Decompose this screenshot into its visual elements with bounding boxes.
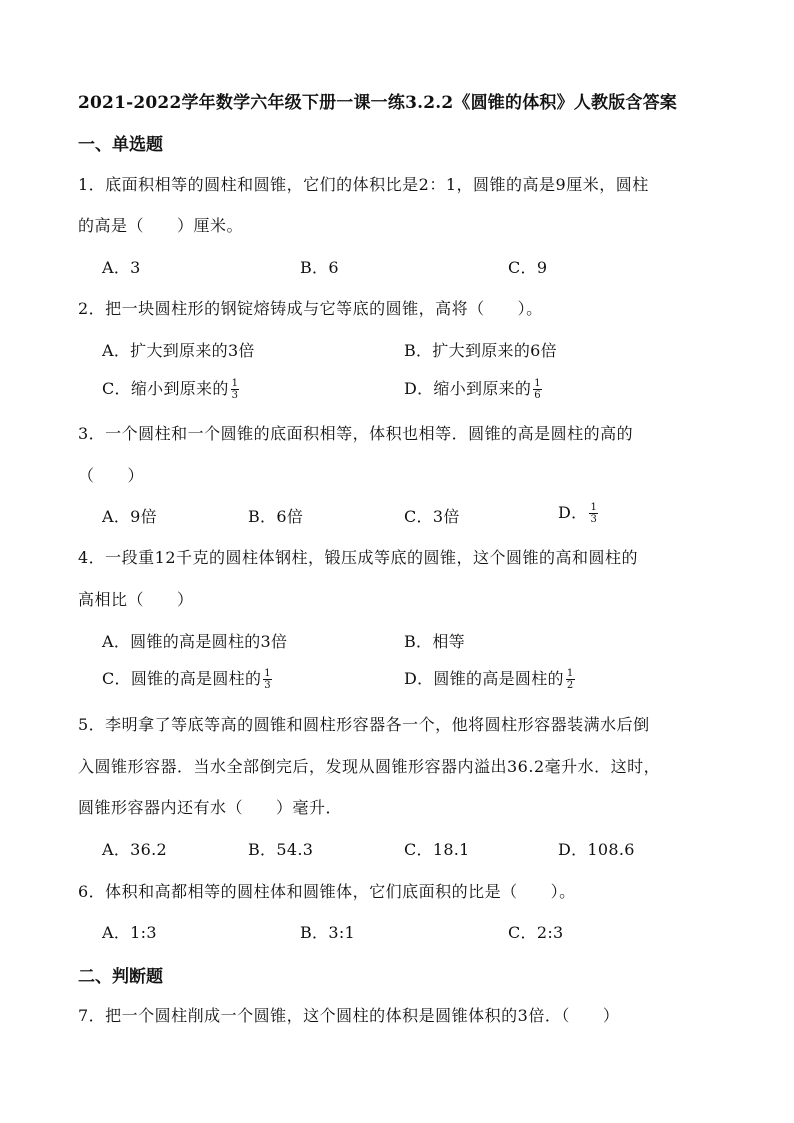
section-heading-single-choice: 一、单选题 [78,135,163,155]
question-7-line-1: 7．把一个圆柱削成一个圆锥，这个圆柱的体积是圆锥体积的3倍．（ ） [78,1006,620,1025]
fraction-numerator: 1 [534,378,541,389]
fraction-denominator: 3 [231,390,239,401]
fraction-one-third [231,378,240,401]
question-1-option-c: C．9 [508,258,548,277]
question-4-option-a: A．圆锥的高是圆柱的3倍 [102,632,288,651]
section-heading-true-false: 二、判断题 [78,967,163,987]
question-5-line-1: 5．李明拿了等底等高的圆锥和圆柱形容器各一个，他将圆柱形容器装满水后倒 [78,715,650,734]
question-6-option-c: C．2:3 [508,923,564,942]
question-3-option-d [558,500,598,525]
fraction-denominator: 3 [590,514,598,525]
question-1-line-2: 的高是（ ）厘米。 [78,216,244,235]
fraction-denominator: 2 [566,680,574,691]
question-1-option-b: B．6 [300,258,339,277]
question-5-option-b: B．54.3 [248,840,314,859]
question-2-line-1: 2．把一块圆柱形的钢锭熔铸成与它等底的圆锥，高将（ ）。 [78,299,543,318]
question-2-option-b: B．扩大到原来的6倍 [404,341,557,360]
question-4-line-1: 4．一段重12千克的圆柱体钢柱，锻压成等底的圆锥，这个圆锥的高和圆柱的 [78,548,639,567]
fraction-numerator: 1 [566,668,574,679]
question-6-option-b: B．3:1 [300,923,356,942]
question-4-option-d [404,666,575,691]
question-6-line-1: 6．体积和高都相等的圆柱体和圆锥体，它们底面积的比是（ ）。 [78,882,576,901]
document-title: 2021-2022学年数学六年级下册一课一练3.2.2《圆锥的体积》人教版含答案 [78,93,678,113]
fraction-one-half [566,668,575,691]
question-3-option-b: B．6倍 [248,507,304,526]
question-3-option-a: A．9倍 [102,507,157,526]
fraction-one-third [589,502,598,525]
question-2-option-d [404,376,542,401]
question-2-option-a: A．扩大到原来的3倍 [102,341,255,360]
fraction-one-sixth [533,378,542,401]
question-4-option-c-text: C．圆锥的高是圆柱的 [102,669,262,688]
fraction-numerator: 1 [231,378,239,389]
question-3-line-1: 3．一个圆柱和一个圆锥的底面积相等，体积也相等．圆锥的高是圆柱的高的 [78,424,634,443]
question-4-option-c [102,666,272,691]
question-5-option-a: A．36.2 [102,840,167,859]
fraction-numerator: 1 [590,502,598,513]
question-5-line-2: 入圆锥形容器．当水全部倒完后，发现从圆锥形容器内溢出36.2毫升水．这时， [78,757,661,776]
question-3-option-c: C．3倍 [404,507,460,526]
question-4-line-2: 高相比（ ） [78,590,194,609]
question-2-option-c-text: C．缩小到原来的 [102,379,229,398]
question-1-option-a: A．3 [102,258,141,277]
question-5-line-3: 圆锥形容器内还有水（ ）毫升． [78,798,343,817]
question-5-option-c: C．18.1 [404,840,470,859]
fraction-denominator: 3 [264,680,271,691]
question-2-option-c [102,376,239,401]
question-3-line-2: （ ） [78,466,145,485]
question-3-option-d-text: D． [558,503,588,522]
question-4-option-b: B．相等 [404,632,465,651]
fraction-one-third [263,668,272,691]
fraction-numerator: 1 [264,668,271,679]
fraction-denominator: 6 [534,390,541,401]
question-5-option-d: D．108.6 [558,840,635,859]
question-2-option-d-text: D．缩小到原来的 [404,379,532,398]
question-1-line-1: 1．底面积相等的圆柱和圆锥，它们的体积比是2：1，圆锥的高是9厘米，圆柱 [78,175,649,194]
question-6-option-a: A．1:3 [102,923,157,942]
question-4-option-d-text: D．圆锥的高是圆柱的 [404,669,564,688]
